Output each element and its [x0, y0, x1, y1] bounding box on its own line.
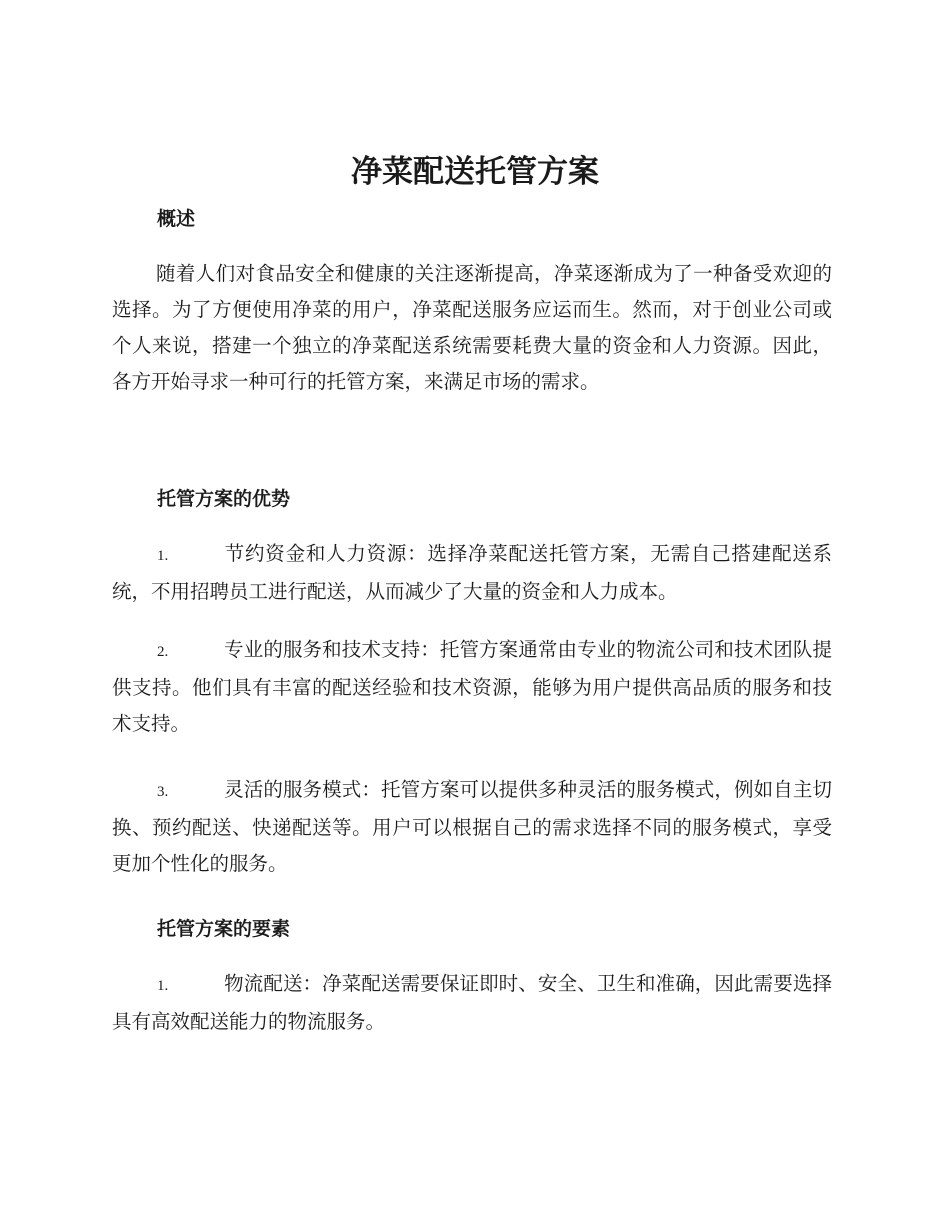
list-item-number: 3. — [157, 784, 169, 800]
list-item — [112, 632, 832, 742]
list-item-number: 2. — [157, 644, 169, 660]
list-item — [112, 772, 832, 882]
page-title: 净菜配送托管方案 — [351, 154, 599, 190]
section-heading-advantages: 托管方案的优势 — [157, 488, 291, 510]
list-item-text: 物流配送：净菜配送需要保证即时、安全、卫生和准确，因此需要选择具有高效配送能力的物流服务。 — [112, 972, 832, 1033]
list-item-number: 1. — [157, 978, 169, 994]
section-heading-overview: 概述 — [157, 208, 196, 230]
list-item — [112, 536, 832, 610]
list-item-text: 灵活的服务模式：托管方案可以提供多种灵活的服务模式，例如自主切换、预约配送、快递配送等。用户可以根据自己的需求选择不同的服务模式，享受更加个性化的服务。 — [112, 778, 832, 875]
list-item-number: 1. — [157, 548, 169, 564]
list-item — [112, 966, 832, 1040]
list-item-text: 节约资金和人力资源：选择净菜配送托管方案，无需自己搭建配送系统，不用招聘员工进行配送，从而减少了大量的资金和人力成本。 — [112, 542, 832, 603]
section-heading-elements: 托管方案的要素 — [157, 918, 291, 940]
overview-paragraph: 随着人们对食品安全和健康的关注逐渐提高，净菜逐渐成为了一种备受欢迎的选择。为了方便使用净菜的用户，净菜配送服务应运而生。然而，对于创业公司或个人来说，搭建一个独立的净菜配送系统需要耗费大量的资金和人力资源。因此，各方开始寻求一种可行的托管方案，来满足市场的需求。 — [112, 262, 832, 393]
list-item-text: 专业的服务和技术支持：托管方案通常由专业的物流公司和技术团队提供支持。他们具有丰富的配送经验和技术资源，能够为用户提供高品质的服务和技术支持。 — [112, 638, 832, 735]
